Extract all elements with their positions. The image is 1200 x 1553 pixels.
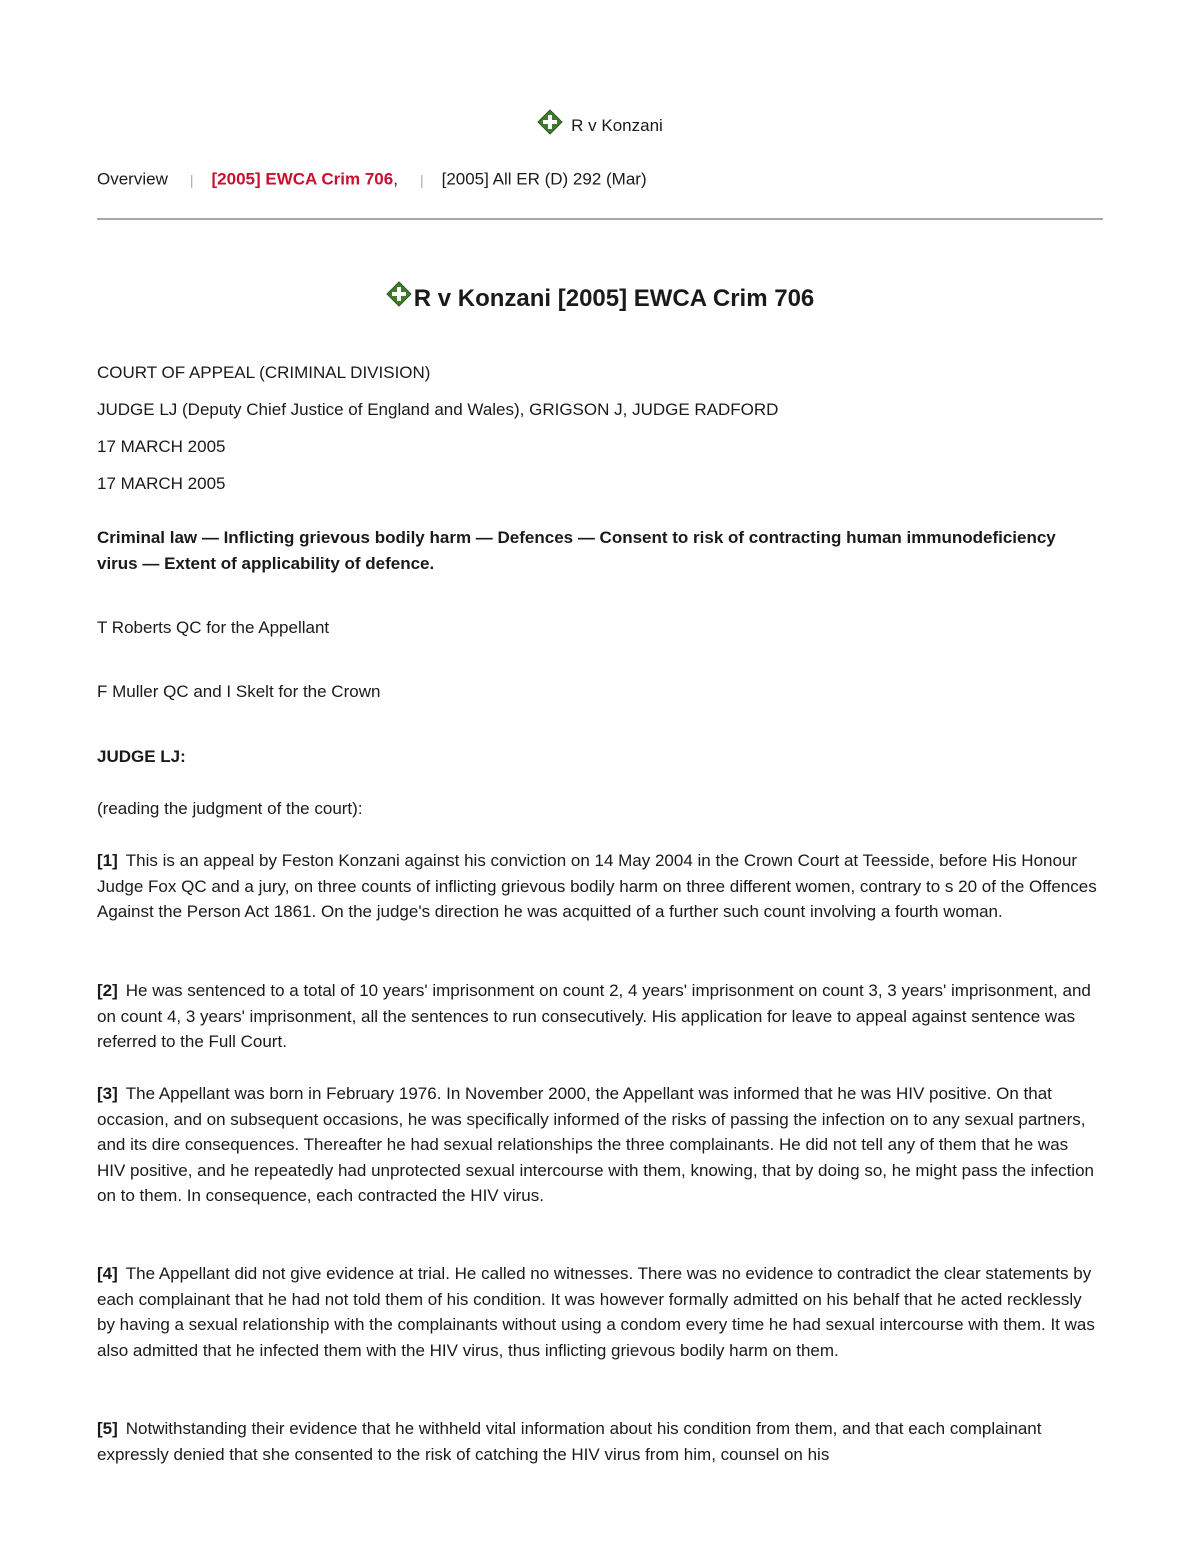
- paragraph-number: [4]: [97, 1264, 118, 1283]
- judgment-paragraph: [97, 978, 1099, 1055]
- paragraph-text: He was sentenced to a total of 10 years' imprisonment on count 2, 4 years' imprisonment on count 3, 3 years' imprisonment, and on count 4, 3 years' imprisonment, all the sentences to run consecutively. His application for leave to appeal against sentence was referred to the Full Court.: [97, 981, 1091, 1052]
- paragraph-number: [1]: [97, 851, 118, 870]
- tab-comma: ,: [393, 169, 398, 189]
- citation-tabs: [97, 168, 647, 191]
- green-diamond-plus-icon[interactable]: [386, 281, 412, 307]
- tab-separator: |: [419, 171, 424, 188]
- case-title-text: R v Konzani [2005] EWCA Crim 706: [413, 285, 815, 312]
- judge-heading: JUDGE LJ:: [97, 747, 186, 766]
- judgment-paragraph: [97, 1416, 1099, 1467]
- case-title: [97, 282, 1103, 316]
- reading-note: (reading the judgment of the court):: [97, 799, 363, 818]
- document-title: R v Konzani: [571, 116, 663, 135]
- paragraph-number: [5]: [97, 1419, 118, 1438]
- paragraph-number: [3]: [97, 1084, 118, 1103]
- tab-all-er-citation[interactable]: [2005] All ER (D) 292 (Mar): [441, 169, 647, 189]
- tab-overview[interactable]: Overview: [97, 169, 168, 189]
- judgment-date: 17 MARCH 2005: [97, 474, 226, 493]
- judgment-paragraph: [97, 848, 1099, 925]
- paragraph-text: This is an appeal by Feston Konzani against his conviction on 14 May 2004 in the Crown Court at Teesside, before His Honour Judge Fox QC and a jury, on three counts of inflicting grievous bodily harm on three different women, contrary to s 20 of the Offences Against the Person Act 1861. On the judge's direction he was acquitted of a further such count involving a fourth woman.: [97, 851, 1097, 922]
- header-divider: [97, 218, 1103, 220]
- judgment-paragraph: [97, 1081, 1099, 1209]
- paragraph-text: The Appellant was born in February 1976. In November 2000, the Appellant was informed that he was HIV positive. On that occasion, and on subsequent occasions, he was specifically informed of the risks of passing the infection on to any sexual partners, and its dire consequences. Thereafter he had sexual relationships the three complainants. He did not tell any of them that he was HIV positive, and he repeatedly had unprotected sexual intercourse with them, knowing, that by doing so, he might pass the infection on to them. In consequence, each contracted the HIV virus.: [97, 1084, 1094, 1206]
- paragraph-number: [2]: [97, 981, 118, 1000]
- tab-separator: |: [189, 171, 194, 188]
- counsel-crown: F Muller QC and I Skelt for the Crown: [97, 682, 381, 701]
- counsel-appellant: T Roberts QC for the Appellant: [97, 618, 330, 637]
- hearing-date: 17 MARCH 2005: [97, 437, 226, 456]
- judges-list: JUDGE LJ (Deputy Chief Justice of England and Wales), GRIGSON J, JUDGE RADFORD: [97, 400, 779, 419]
- green-diamond-plus-icon[interactable]: [537, 109, 563, 135]
- paragraph-text: The Appellant did not give evidence at trial. He called no witnesses. There was no evidence to contradict the clear statements by each complainant that he had not told them of his condition. It was however formally admitted on his behalf that he acted recklessly by having a sexual relationship with the complainants without using a condom every time he had sexual intercourse with them. It was also admitted that he infected them with the HIV virus, thus inflicting grievous bodily harm on them.: [97, 1264, 1095, 1360]
- court-name: COURT OF APPEAL (CRIMINAL DIVISION): [97, 363, 431, 382]
- document-header: [97, 113, 1103, 139]
- paragraph-text: Notwithstanding their evidence that he withheld vital information about his condition from them, and that each complainant expressly denied that she consented to the risk of catching the HIV virus from him, counsel on his: [97, 1419, 1042, 1464]
- judgment-paragraph: [97, 1261, 1099, 1363]
- catchwords: Criminal law — Inflicting grievous bodily harm — Defences — Consent to risk of contracting human immunodeficiency virus — Extent of applicability of defence.: [97, 528, 1056, 573]
- tab-ewca-citation[interactable]: [2005] EWCA Crim 706: [211, 169, 394, 189]
